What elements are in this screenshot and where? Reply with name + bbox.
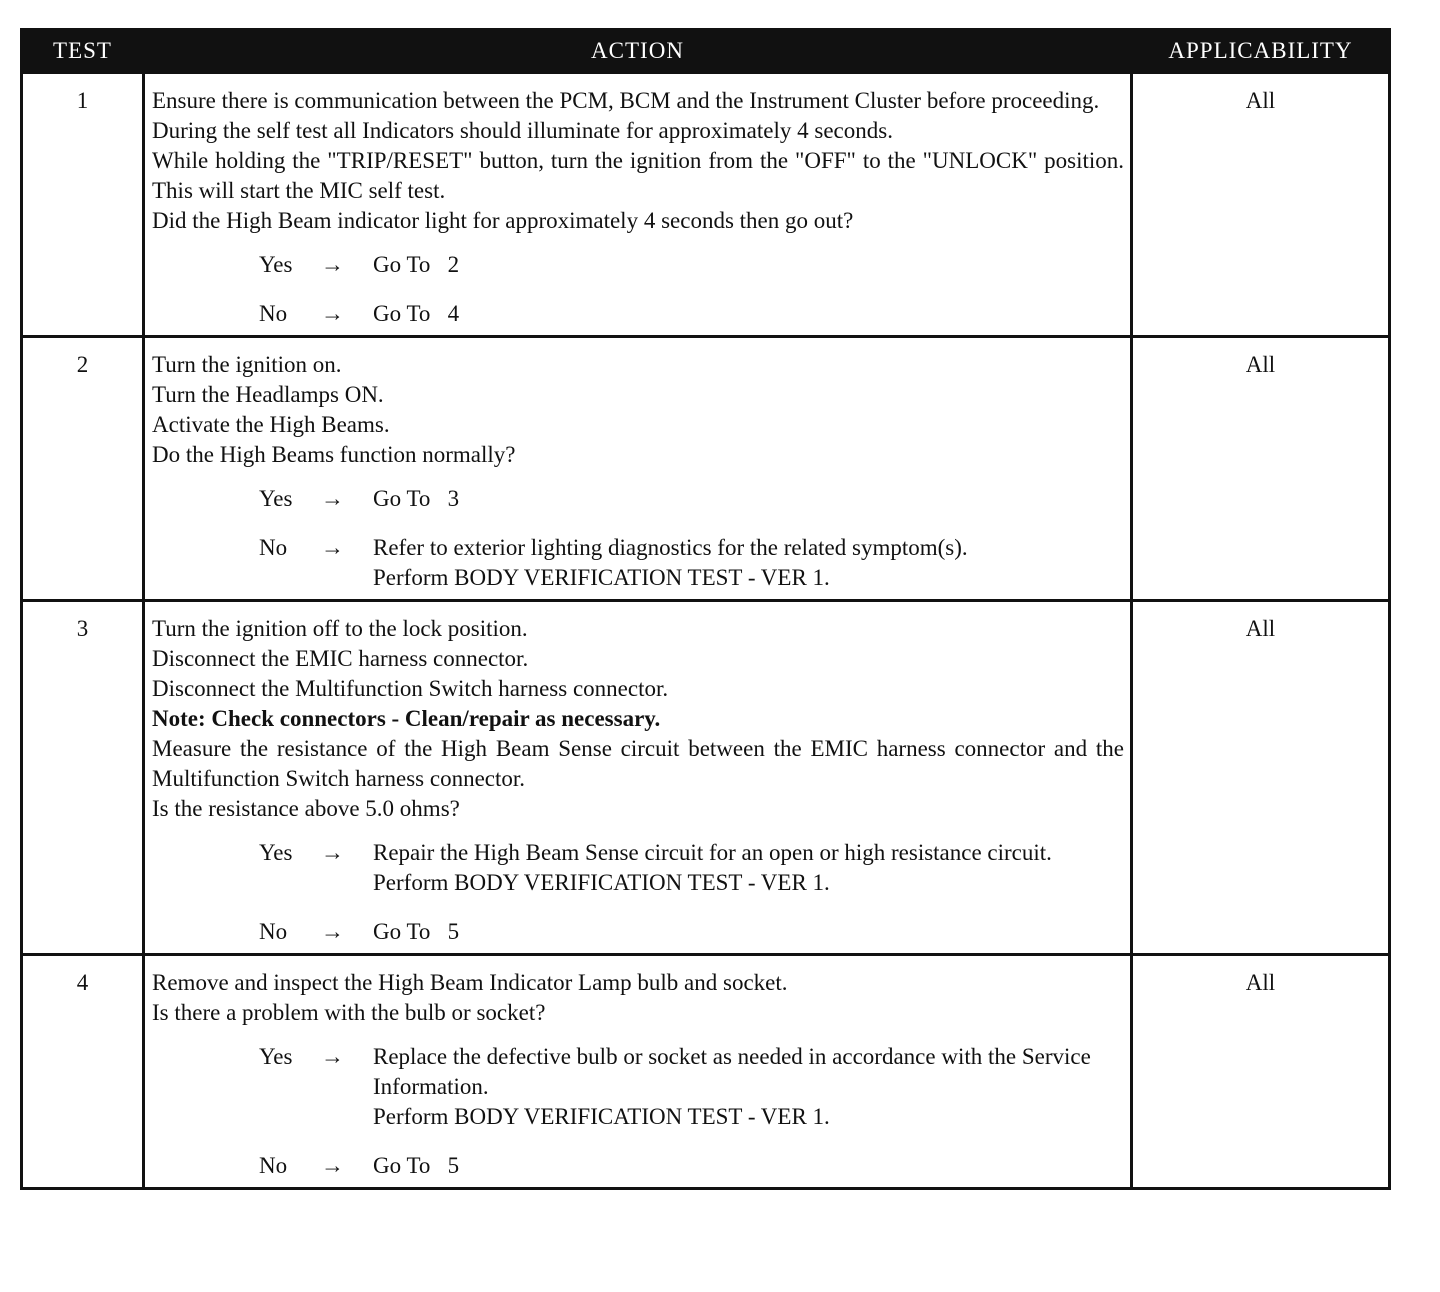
answer-yes — [152, 838, 1124, 898]
action-line: Remove and inspect the High Beam Indicator Lamp bulb and socket. — [152, 970, 788, 995]
answer-label: Yes — [259, 252, 293, 277]
header-test: TEST — [22, 30, 144, 73]
arrow-icon: → — [321, 840, 344, 865]
answer-label: Yes — [259, 486, 293, 511]
answer-list — [152, 250, 1124, 329]
arrow-icon: → — [321, 486, 344, 511]
answer-result-line: Go To 5 — [373, 1153, 460, 1178]
answer-list — [152, 838, 1124, 947]
answer-result — [373, 838, 1124, 898]
action-line: Is there a problem with the bulb or socket? — [152, 1000, 546, 1025]
answer-result-line: Go To 2 — [373, 252, 460, 277]
action-line: Ensure there is communication between the PCM, BCM and the Instrument Cluster before proceeding. — [152, 88, 1100, 113]
answer-result-line: Repair the High Beam Sense circuit for an open or high resistance circuit. — [373, 840, 1052, 865]
header-applicability: APPLICABILITY — [1132, 30, 1390, 73]
action-line: Do the High Beams function normally? — [152, 442, 516, 467]
answer-result-line: Go To 3 — [373, 486, 460, 511]
action-line: Turn the ignition off to the lock position. — [152, 616, 528, 641]
test-row-2 — [22, 337, 1390, 601]
answer-result — [373, 533, 1124, 593]
applicability-cell: All — [1132, 955, 1390, 1189]
arrow-icon: → — [321, 301, 344, 326]
test-row-4 — [22, 955, 1390, 1189]
answer-yes — [152, 1042, 1124, 1132]
answer-result — [373, 484, 1124, 514]
action-line: Activate the High Beams. — [152, 412, 390, 437]
action-cell — [144, 337, 1132, 601]
action-line: Did the High Beam indicator light for approximately 4 seconds then go out? — [152, 208, 854, 233]
answer-list — [152, 484, 1124, 593]
action-cell — [144, 601, 1132, 955]
answer-no — [152, 533, 1124, 593]
action-line: Is the resistance above 5.0 ohms? — [152, 796, 460, 821]
arrow-icon: → — [321, 919, 344, 944]
action-line: Disconnect the EMIC harness connector. — [152, 646, 529, 671]
test-row-3 — [22, 601, 1390, 955]
action-line: Disconnect the Multifunction Switch harness connector. — [152, 676, 669, 701]
applicability-cell: All — [1132, 73, 1390, 337]
answer-result-line: Go To 4 — [373, 301, 460, 326]
answer-label: Yes — [259, 840, 293, 865]
action-line: Turn the Headlamps ON. — [152, 382, 384, 407]
answer-result — [373, 299, 1124, 329]
action-line: During the self test all Indicators should illuminate for approximately 4 seconds. — [152, 118, 893, 143]
answer-result — [373, 250, 1124, 280]
answer-label: No — [259, 1153, 288, 1178]
header-row — [22, 30, 1390, 73]
arrow-icon: → — [321, 535, 344, 560]
action-cell — [144, 73, 1132, 337]
action-note: Note: Check connectors - Clean/repair as necessary. — [152, 706, 661, 731]
test-number: 4 — [22, 955, 144, 1189]
answer-result-line: Perform BODY VERIFICATION TEST - VER 1. — [373, 1104, 830, 1129]
test-row-1 — [22, 73, 1390, 337]
answer-result-line: Go To 5 — [373, 919, 460, 944]
answer-no — [152, 299, 1124, 329]
answer-label: No — [259, 919, 288, 944]
answer-result-line: Perform BODY VERIFICATION TEST - VER 1. — [373, 565, 830, 590]
answer-label: No — [259, 535, 288, 560]
answer-result — [373, 1151, 1124, 1181]
answer-result — [373, 1042, 1124, 1132]
arrow-icon: → — [321, 252, 344, 277]
action-cell — [144, 955, 1132, 1189]
answer-yes — [152, 250, 1124, 280]
test-number: 3 — [22, 601, 144, 955]
action-line: Turn the ignition on. — [152, 352, 342, 377]
answer-no — [152, 917, 1124, 947]
answer-result-line: Replace the defective bulb or socket as needed in accordance with the Service Information. — [373, 1044, 1091, 1099]
answer-yes — [152, 484, 1124, 514]
action-line: Measure the resistance of the High Beam Sense circuit between the EMIC harness connector and the Multifunction Switch harness connector. — [152, 736, 1124, 791]
applicability-cell: All — [1132, 337, 1390, 601]
header-action: ACTION — [144, 30, 1132, 73]
answer-result-line: Perform BODY VERIFICATION TEST - VER 1. — [373, 870, 830, 895]
answer-label: No — [259, 301, 288, 326]
applicability-cell: All — [1132, 601, 1390, 955]
arrow-icon: → — [321, 1153, 344, 1178]
diagnostic-sheet — [20, 28, 1388, 1190]
answer-result — [373, 917, 1124, 947]
action-line: While holding the "TRIP/RESET" button, turn the ignition from the "OFF" to the "UNLOCK" position. This will start the MIC self test. — [152, 148, 1124, 203]
test-number: 1 — [22, 73, 144, 337]
answer-label: Yes — [259, 1044, 293, 1069]
answer-result-line: Refer to exterior lighting diagnostics for the related symptom(s). — [373, 535, 968, 560]
arrow-icon: → — [321, 1044, 344, 1069]
answer-no — [152, 1151, 1124, 1181]
test-number: 2 — [22, 337, 144, 601]
answer-list — [152, 1042, 1124, 1181]
diagnostic-table — [20, 28, 1391, 1190]
